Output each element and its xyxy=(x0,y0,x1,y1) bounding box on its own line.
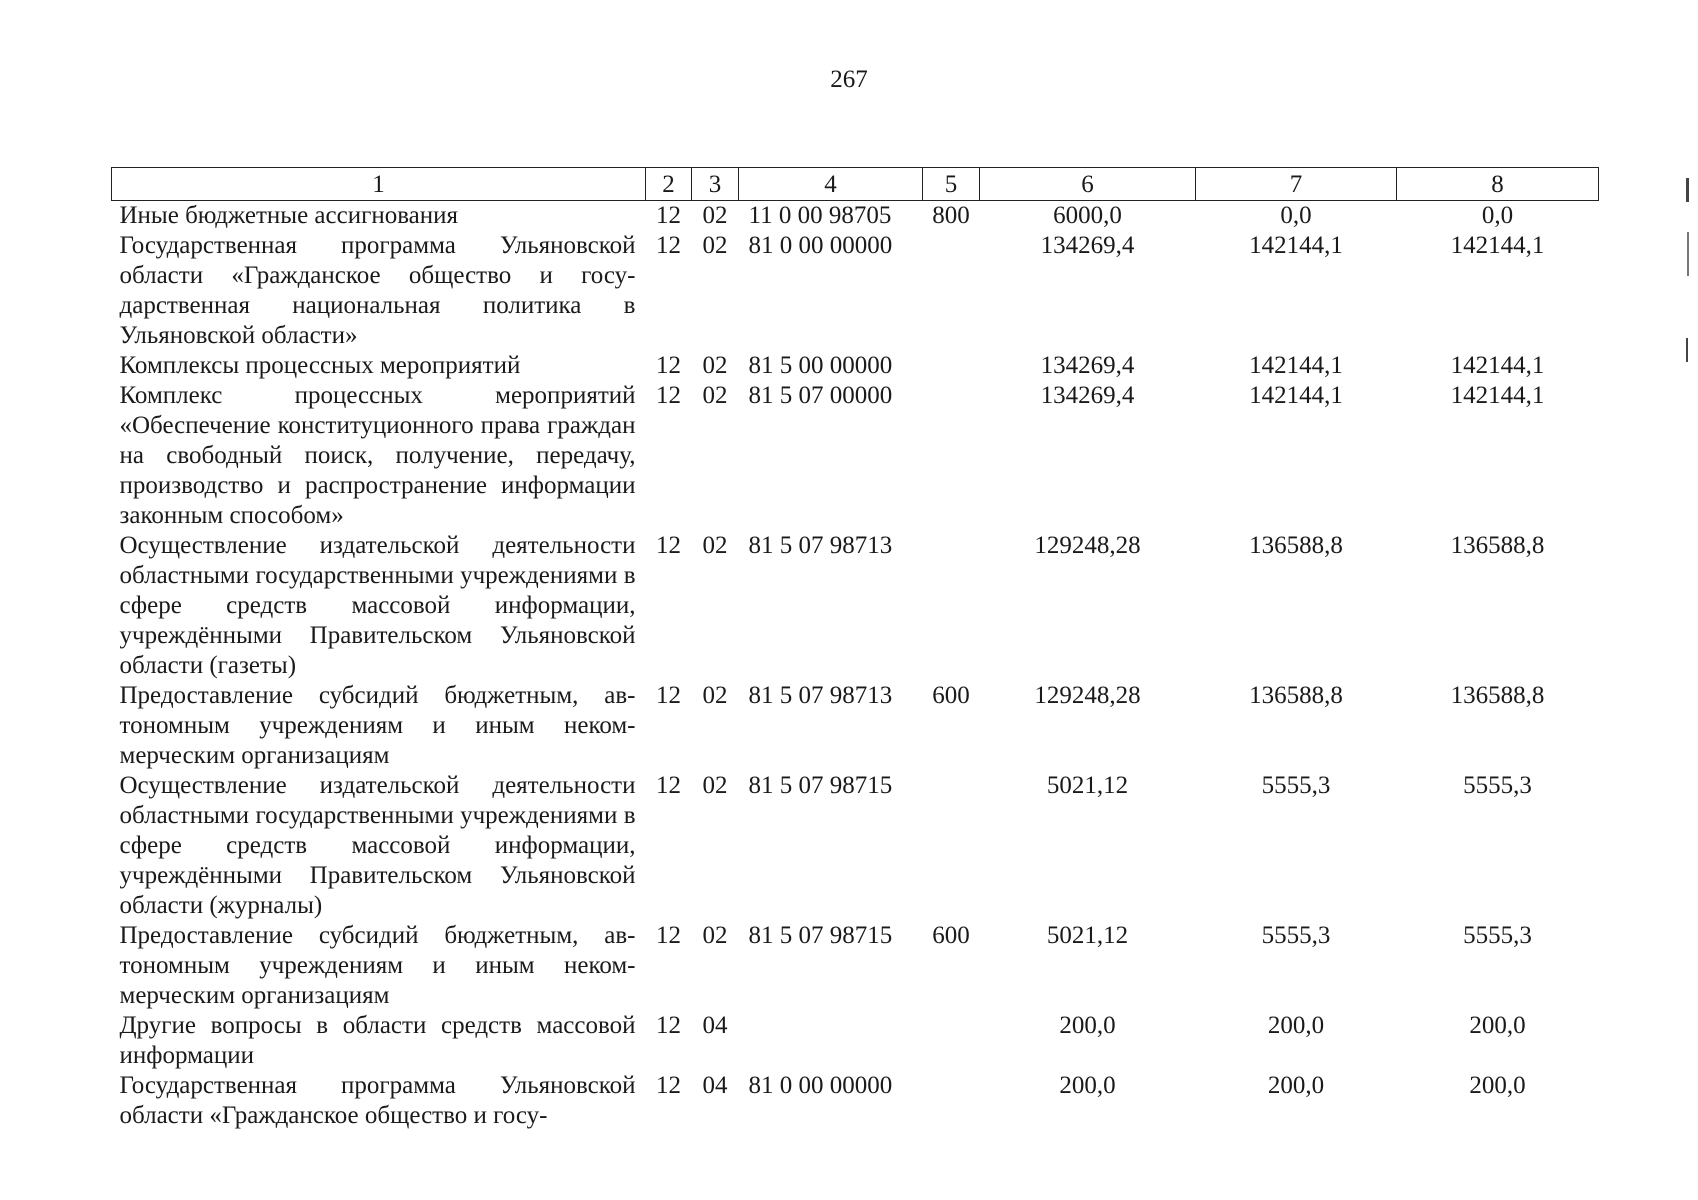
row-amount-year1-cell: 134269,4 xyxy=(1040,352,1135,379)
row-amount-year1-cell: 5021,12 xyxy=(1046,772,1129,799)
row-amount-year1-cell: 200,0 xyxy=(1059,1072,1116,1099)
row-expense-type-cell xyxy=(923,531,980,681)
row-subsection-cell: 02 xyxy=(702,772,728,799)
row-amount-year3-cell: 142144,1 xyxy=(1450,352,1545,379)
row-section-cell: 12 xyxy=(656,382,681,409)
row-amount-year3-cell: 200,0 xyxy=(1469,1012,1526,1039)
row-section-cell: 12 xyxy=(656,352,681,379)
row-subsection-cell: 04 xyxy=(702,1012,728,1039)
table-row xyxy=(112,351,1599,381)
row-section-cell: 12 xyxy=(656,682,681,709)
row-expense-type-cell xyxy=(923,231,980,351)
row-amount-year3-cell: 142144,1 xyxy=(1450,232,1545,259)
row-amount-year3-cell: 142144,1 xyxy=(1450,382,1545,409)
row-target-code-cell: 81 5 07 98713 xyxy=(748,682,893,709)
row-subsection-cell: 02 xyxy=(702,532,728,559)
budget-table xyxy=(111,167,1599,1131)
header-cell-5: 5 xyxy=(923,168,980,201)
row-section-cell: 12 xyxy=(656,772,681,799)
row-amount-year2-cell: 200,0 xyxy=(1267,1072,1325,1099)
row-target-code-cell: 81 5 07 98713 xyxy=(748,532,893,559)
table-row xyxy=(112,681,1599,771)
row-name-cell: Иные бюджетные ассигнования xyxy=(119,202,459,229)
row-amount-year3-cell: 136588,8 xyxy=(1450,532,1545,559)
row-section-cell: 12 xyxy=(656,532,681,559)
row-expense-type-cell xyxy=(923,1011,980,1071)
row-subsection-cell: 02 xyxy=(702,352,728,379)
row-amount-year1-cell: 129248,28 xyxy=(1034,682,1141,709)
row-expense-type-cell: 600 xyxy=(932,922,970,949)
table-row xyxy=(112,921,1599,1011)
header-cell-4: 4 xyxy=(739,168,923,201)
row-name-cell: Другие вопросы в области средств массовой информации xyxy=(119,1012,636,1069)
row-name-cell: Комплекс процессных мероприятий «Обеспечение конституционного права граждан на свободный поиск, получение, передачу, производство и распространение информации законным способом» xyxy=(119,382,636,529)
header-cell-7: 7 xyxy=(1196,168,1397,201)
row-expense-type-cell xyxy=(923,381,980,531)
row-amount-year1-cell: 129248,28 xyxy=(1034,532,1141,559)
row-amount-year2-cell: 142144,1 xyxy=(1249,232,1343,259)
table-row xyxy=(112,1011,1599,1071)
row-name-cell: Предоставление субсидий бюджетным, автономным учреждениям и иным некоммерческим организациям xyxy=(119,922,636,1009)
row-expense-type-cell xyxy=(923,771,980,921)
row-target-code-cell: 81 5 07 98715 xyxy=(748,922,893,949)
row-expense-type-cell xyxy=(923,1071,980,1131)
table-row xyxy=(112,231,1599,351)
row-subsection-cell: 02 xyxy=(702,922,728,949)
table-body xyxy=(112,201,1599,1132)
row-amount-year3-cell: 200,0 xyxy=(1469,1072,1526,1099)
row-amount-year2-cell: 0,0 xyxy=(1280,202,1312,229)
row-target-code-cell xyxy=(739,1011,923,1071)
table-row xyxy=(112,531,1599,681)
row-expense-type-cell: 800 xyxy=(932,202,970,229)
row-amount-year2-cell: 5555,3 xyxy=(1261,772,1331,799)
row-amount-year3-cell: 5555,3 xyxy=(1463,922,1532,949)
header-cell-2: 2 xyxy=(646,168,692,201)
row-section-cell: 12 xyxy=(656,922,681,949)
row-target-code-cell: 81 0 00 00000 xyxy=(748,1072,893,1099)
row-target-code-cell: 81 5 07 98715 xyxy=(748,772,893,799)
row-expense-type-cell xyxy=(923,351,980,381)
header-cell-3: 3 xyxy=(692,168,739,201)
row-target-code-cell: 81 5 07 00000 xyxy=(748,382,893,409)
row-amount-year1-cell: 5021,12 xyxy=(1046,922,1129,949)
row-amount-year1-cell: 6000,0 xyxy=(1053,202,1122,229)
scan-mark-right-bottom xyxy=(1686,338,1688,362)
page-number: 267 xyxy=(830,66,868,93)
row-section-cell: 12 xyxy=(656,1072,681,1099)
row-amount-year2-cell: 136588,8 xyxy=(1249,532,1343,559)
row-amount-year3-cell: 5555,3 xyxy=(1463,772,1532,799)
row-section-cell: 12 xyxy=(656,202,681,229)
row-amount-year2-cell: 5555,3 xyxy=(1261,922,1331,949)
row-amount-year2-cell: 200,0 xyxy=(1267,1012,1325,1039)
row-name-cell: Осуществление издательской деятельности областными государственными учреждениями в сфере средств массовой информации, учреждёнными Правительском Ульяновской области (газеты) xyxy=(119,532,636,679)
row-subsection-cell: 04 xyxy=(702,1072,728,1099)
row-subsection-cell: 02 xyxy=(702,682,728,709)
row-expense-type-cell: 600 xyxy=(932,682,970,709)
scan-mark-right xyxy=(1686,178,1689,202)
header-row xyxy=(112,168,1599,201)
header-cell-1: 1 xyxy=(112,168,646,201)
row-amount-year1-cell: 134269,4 xyxy=(1040,232,1135,259)
row-amount-year3-cell: 136588,8 xyxy=(1450,682,1545,709)
row-section-cell: 12 xyxy=(656,232,681,259)
row-subsection-cell: 02 xyxy=(702,232,728,259)
row-target-code-cell: 81 5 00 00000 xyxy=(748,352,893,379)
row-section-cell: 12 xyxy=(656,1012,681,1039)
table-row xyxy=(112,1071,1599,1131)
row-name-cell: Государственная программа Ульяновской области «Гражданское общество и госу- xyxy=(119,1072,636,1129)
table-row xyxy=(112,201,1599,232)
row-name-cell: Предоставление субсидий бюджетным, автономным учреждениям и иным некоммерческим организациям xyxy=(119,682,636,769)
row-amount-year2-cell: 142144,1 xyxy=(1249,352,1343,379)
table-row xyxy=(112,771,1599,921)
row-amount-year1-cell: 134269,4 xyxy=(1040,382,1135,409)
row-amount-year1-cell: 200,0 xyxy=(1059,1012,1116,1039)
header-cell-6: 6 xyxy=(980,168,1196,201)
row-amount-year2-cell: 136588,8 xyxy=(1249,682,1343,709)
table-row xyxy=(112,381,1599,531)
row-amount-year3-cell: 0,0 xyxy=(1481,202,1514,229)
row-name-cell: Осуществление издательской деятельности областными государственными учреждениями в сфере средств массовой информации, учреждёнными Правительском Ульяновской области (журналы) xyxy=(119,772,636,919)
row-name-cell: Комплексы процессных мероприятий xyxy=(119,352,521,379)
row-name-cell: Государственная программа Ульяновской области «Гражданское общество и государственная национальная политика в Ульяновской области» xyxy=(119,232,636,349)
row-subsection-cell: 02 xyxy=(702,382,728,409)
row-target-code-cell: 81 0 00 00000 xyxy=(748,232,893,259)
row-target-code-cell: 11 0 00 98705 xyxy=(748,202,892,229)
scan-mark-right-lower xyxy=(1687,232,1689,276)
row-amount-year2-cell: 142144,1 xyxy=(1249,382,1343,409)
header-cell-8: 8 xyxy=(1397,168,1599,201)
row-subsection-cell: 02 xyxy=(702,202,728,229)
